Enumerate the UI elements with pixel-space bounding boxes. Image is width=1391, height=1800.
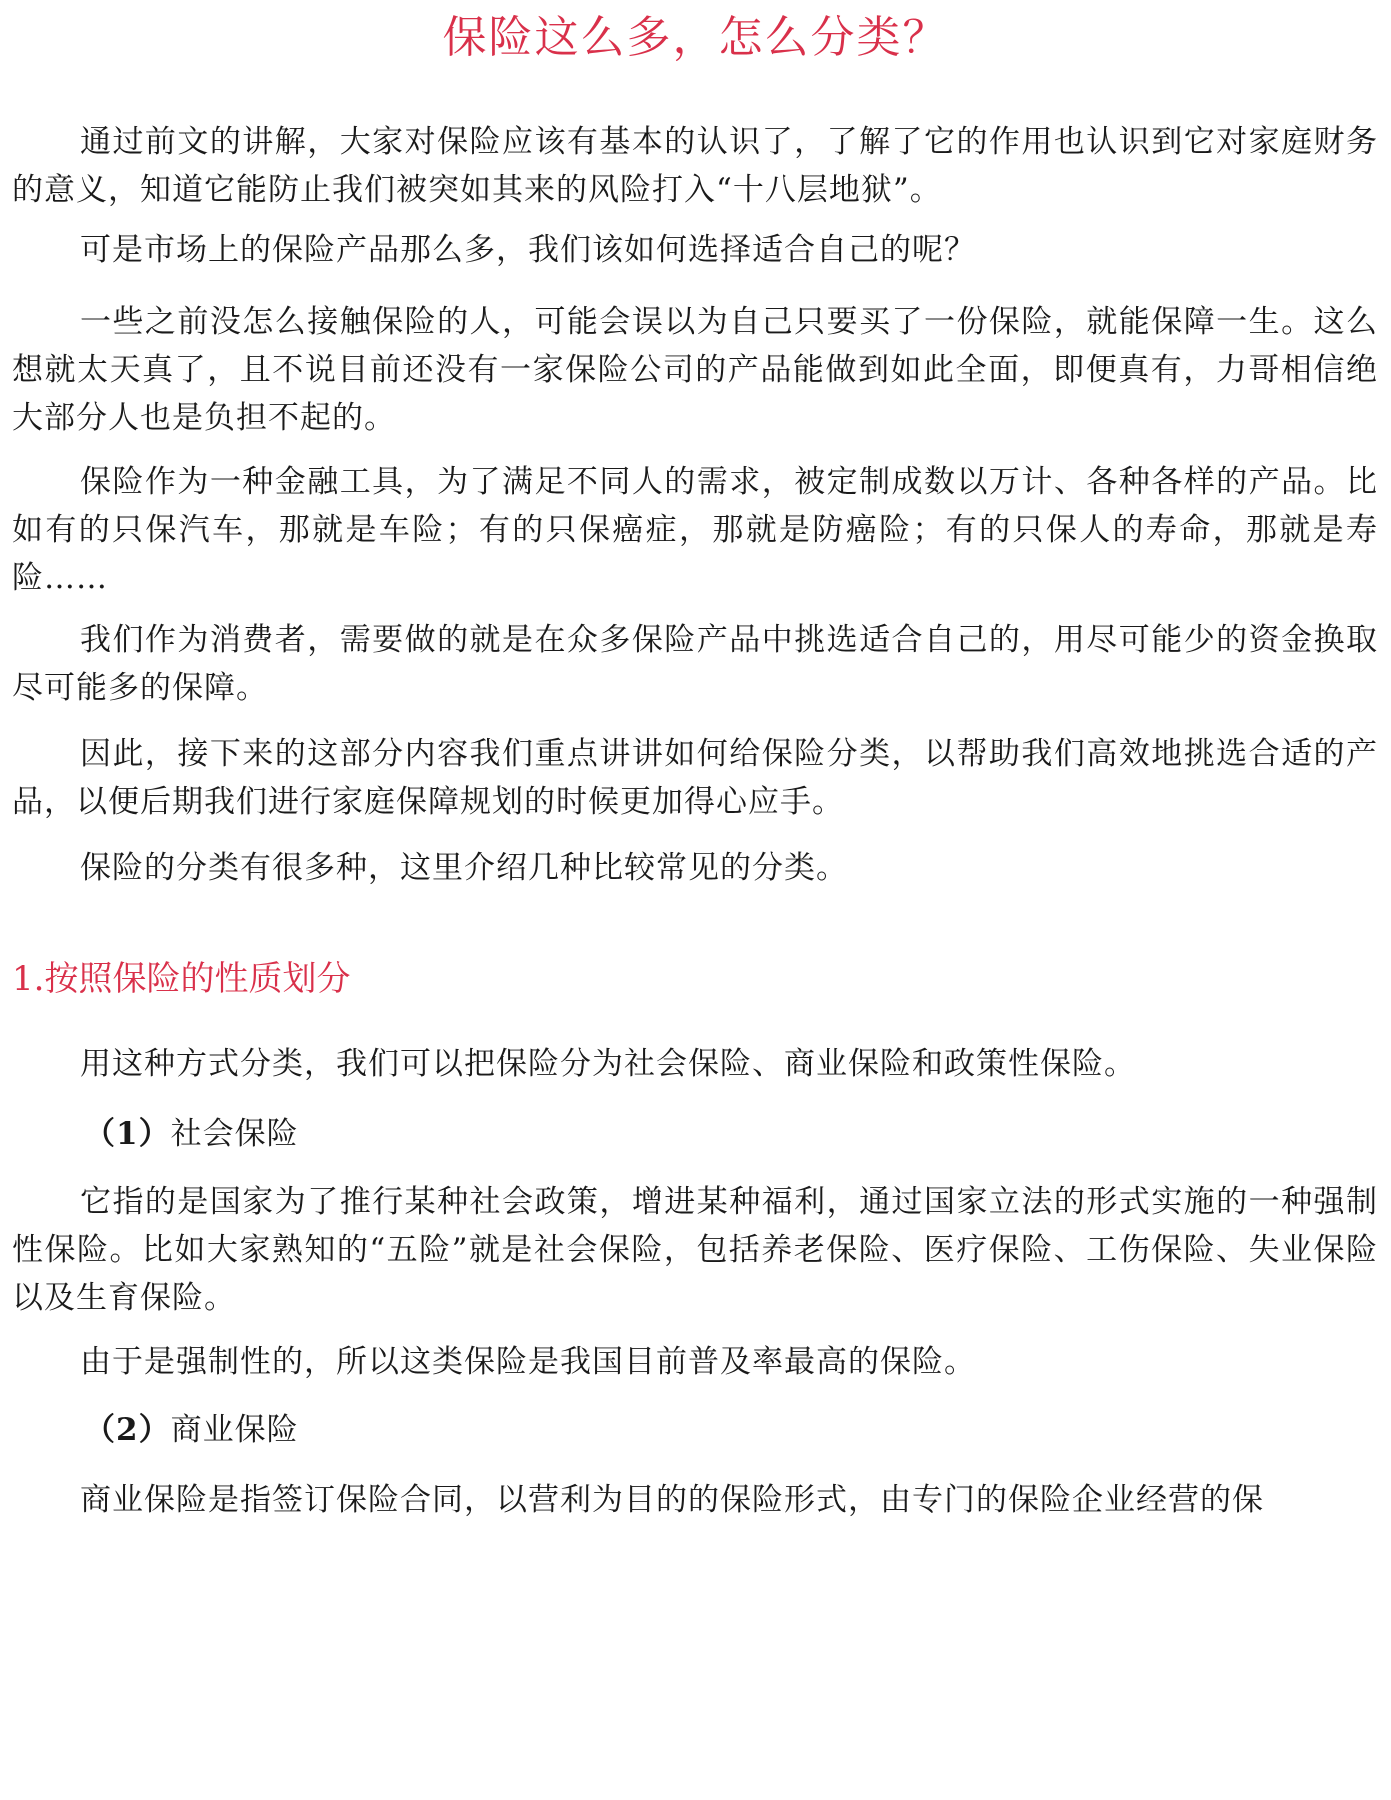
subsection-heading (84, 1406, 299, 1454)
paragraph: 一些之前没怎么接触保险的人，可能会误以为自己只要买了一份保险，就能保障一生。这么想就太天真了，且不说目前还没有一家保险公司的产品能做到如此全面，即便真有，力哥相信绝大部分人也是负担不起的。 (12, 304, 1378, 436)
paragraph: 保险的分类有很多种，这里介绍几种比较常见的分类。 (80, 850, 848, 886)
subsection-number: （2） (84, 1412, 171, 1448)
paragraph: 保险作为一种金融工具，为了满足不同人的需求，被定制成数以万计、各种各样的产品。比如有的只保汽车，那就是车险；有的只保癌症，那就是防癌险；有的只保人的寿命，那就是寿险…… (12, 464, 1378, 596)
subsection-number: （1） (84, 1116, 171, 1152)
paragraph: 商业保险是指签订保险合同，以营利为目的的保险形式，由专门的保险企业经营的保 (80, 1482, 1264, 1518)
section-intro: 用这种方式分类，我们可以把保险分为社会保险、商业保险和政策性保险。 (80, 1046, 1136, 1082)
paragraph: 因此，接下来的这部分内容我们重点讲讲如何给保险分类，以帮助我们高效地挑选合适的产品，以便后期我们进行家庭保障规划的时候更加得心应手。 (12, 736, 1378, 820)
subsection-heading (84, 1110, 299, 1158)
section-heading: 1.按照保险的性质划分 (12, 959, 351, 999)
page-title: 保险这么多，怎么分类？ (442, 12, 949, 63)
subsection-label: 社会保险 (170, 1116, 299, 1152)
paragraph: 可是市场上的保险产品那么多，我们该如何选择适合自己的呢？ (80, 232, 976, 268)
paragraph: 由于是强制性的，所以这类保险是我国目前普及率最高的保险。 (80, 1344, 976, 1380)
paragraph: 我们作为消费者，需要做的就是在众多保险产品中挑选适合自己的，用尽可能少的资金换取尽可能多的保障。 (12, 622, 1378, 706)
subsection-label: 商业保险 (170, 1412, 299, 1448)
paragraph: 通过前文的讲解，大家对保险应该有基本的认识了，了解了它的作用也认识到它对家庭财务的意义，知道它能防止我们被突如其来的风险打入“十八层地狱”。 (12, 124, 1378, 208)
paragraph: 它指的是国家为了推行某种社会政策，增进某种福利，通过国家立法的形式实施的一种强制性保险。比如大家熟知的“五险”就是社会保险，包括养老保险、医疗保险、工伤保险、失业保险以及生育保险。 (12, 1184, 1378, 1316)
